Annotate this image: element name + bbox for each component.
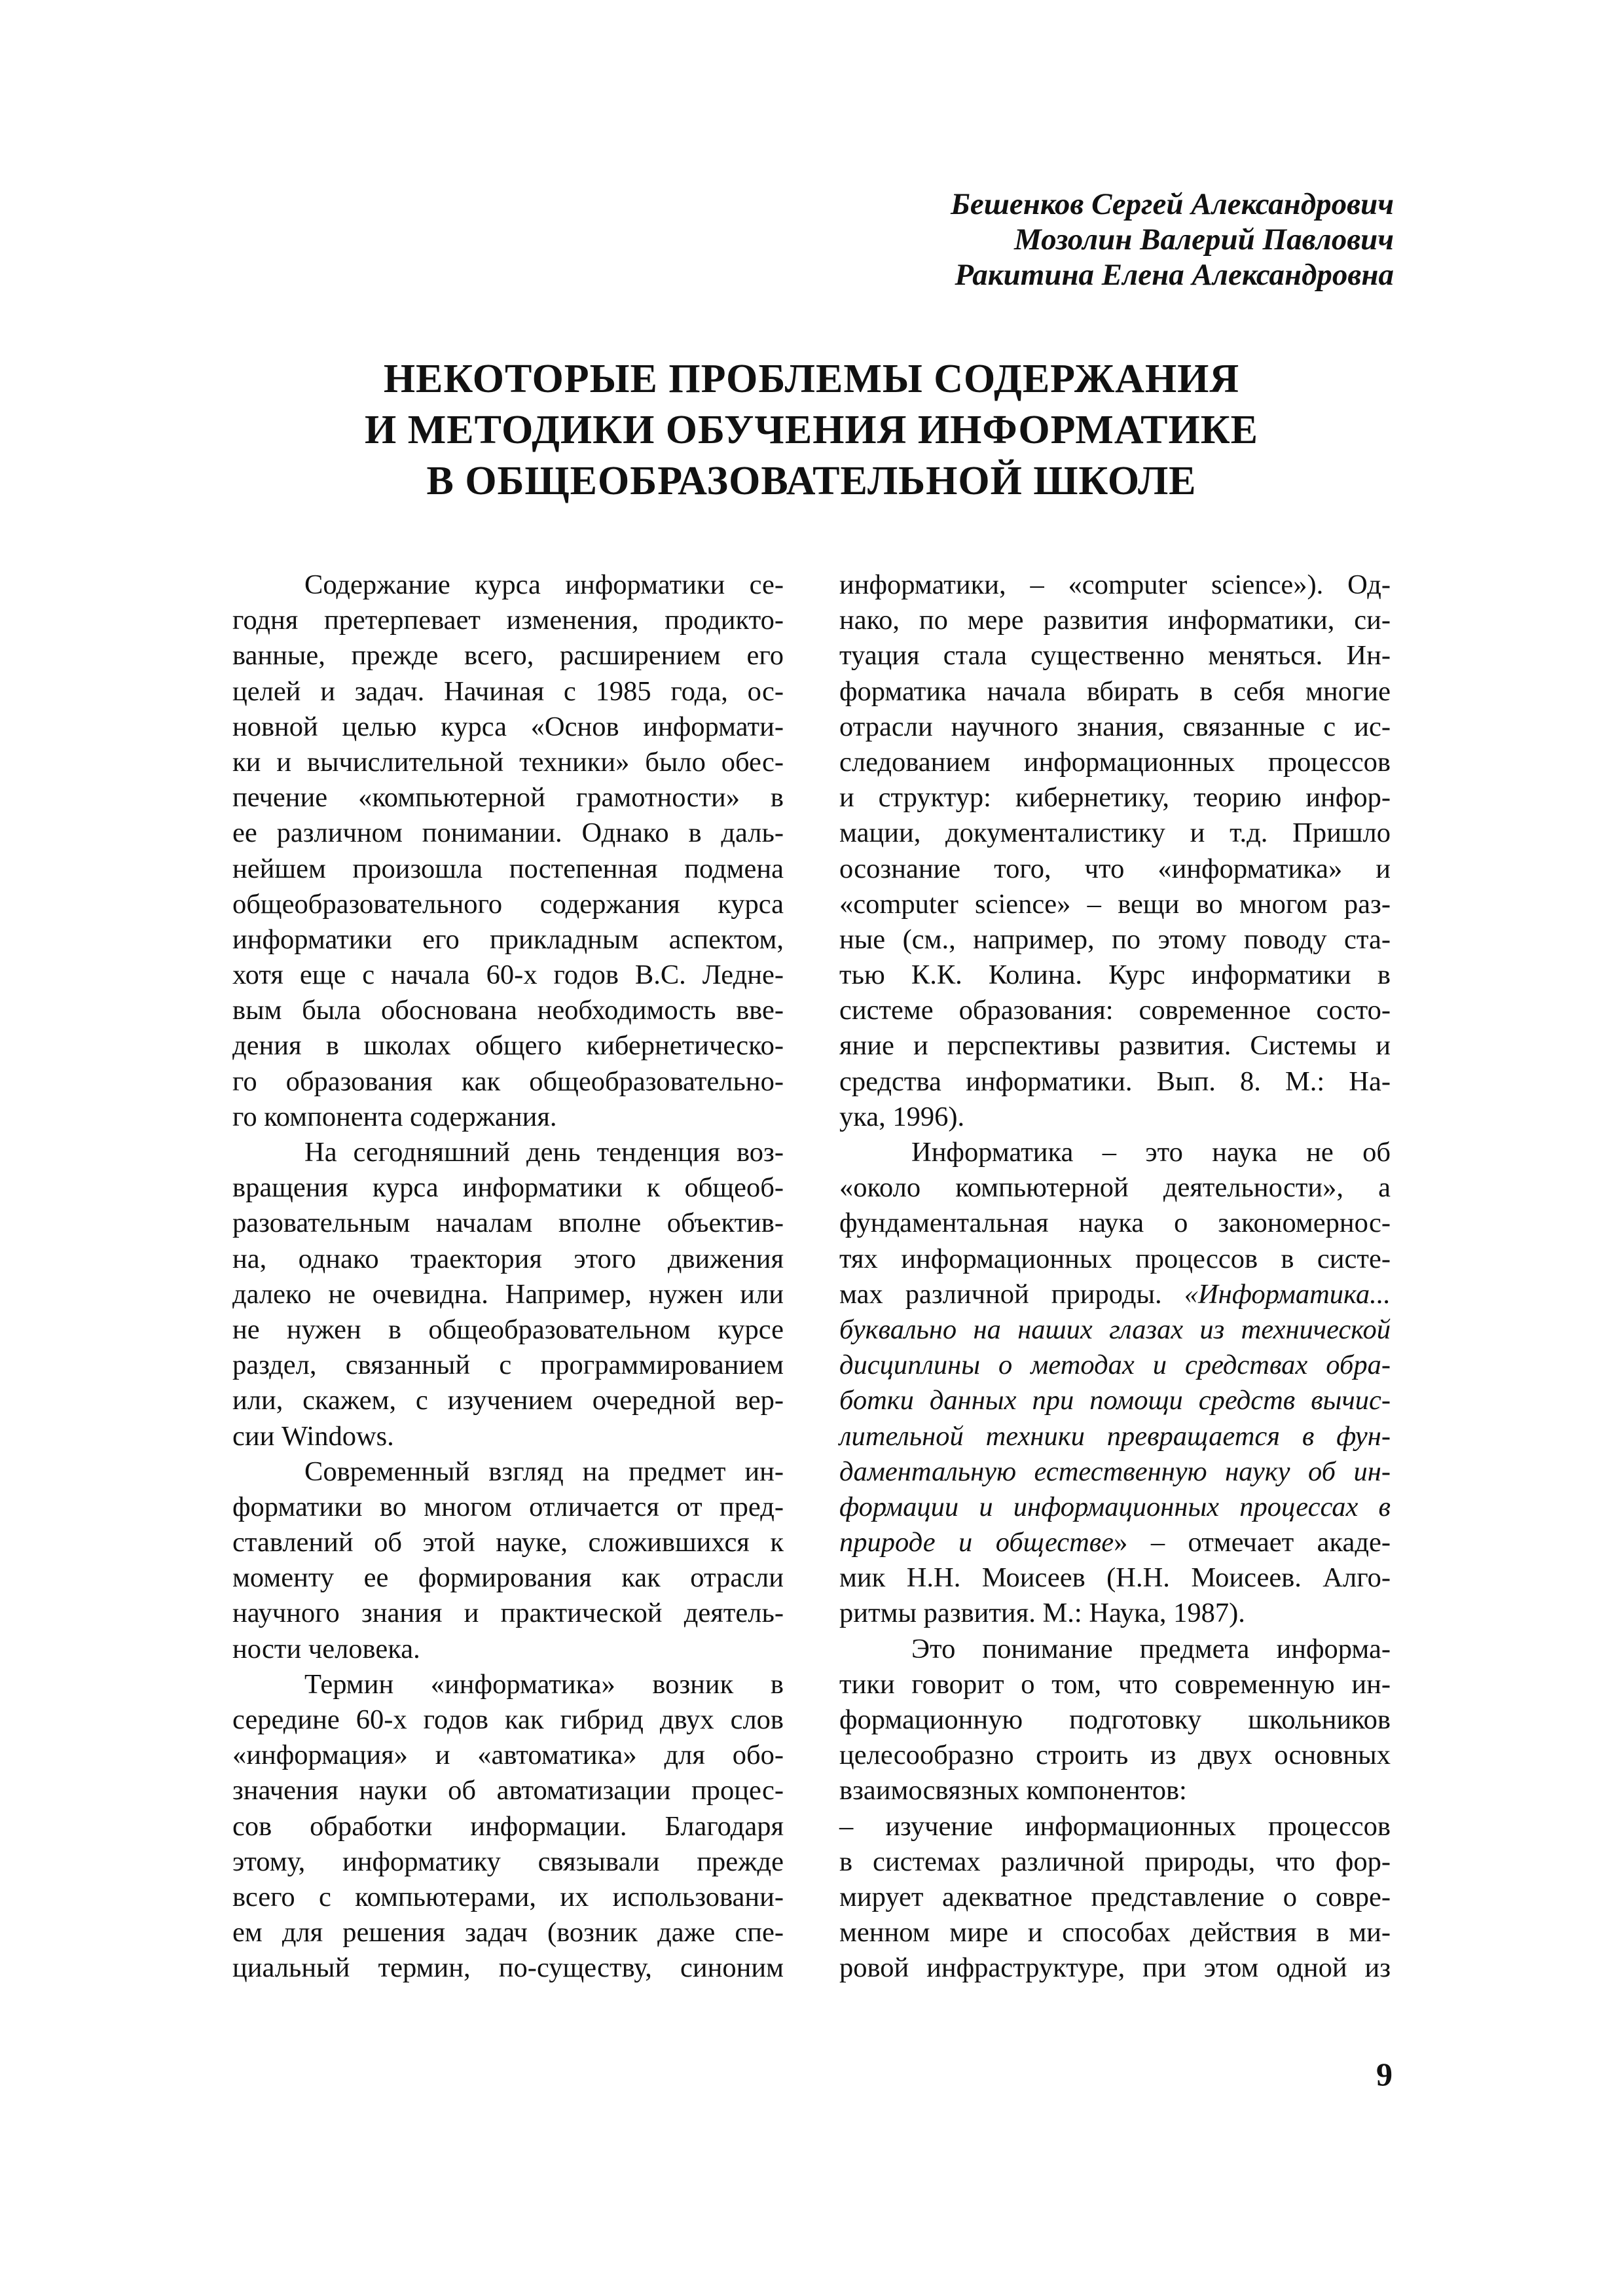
text-line: менном мире и способах действия в ми- (839, 1917, 1391, 1948)
text-line: разовательным началам вполне объектив- (232, 1208, 784, 1239)
text-line: «информация» и «автоматика» для обо- (232, 1740, 784, 1771)
text-line: Содержание курса информатики се- (304, 569, 784, 600)
text-line: дения в школах общего кибернетическо- (232, 1030, 784, 1062)
text-line: Это понимание предмета информа- (911, 1633, 1391, 1664)
text-line: туация стала существенно меняться. Ин- (839, 640, 1391, 672)
text-line: «computer science» – вещи во многом раз- (839, 888, 1391, 920)
text-line: Современный взгляд на предмет ин- (304, 1456, 784, 1487)
text-line: средства информатики. Вып. 8. М.: На- (839, 1066, 1391, 1097)
text-line: ставлений об этой науке, сложившихся к (232, 1527, 784, 1558)
text-line: вращения курса информатики к общеоб- (232, 1172, 784, 1204)
text-line: мации, документалистику и т.д. Пришло (839, 817, 1391, 849)
text-line: ботки данных при помощи средств вычис- (839, 1385, 1391, 1416)
text-line: не нужен в общеобразовательном курсе (232, 1314, 784, 1345)
text-line: формации и информационных процессах в (839, 1491, 1391, 1522)
text-line: тью К.К. Колина. Курс информатики в (839, 960, 1391, 991)
text-line: осознание того, что «информатика» и (839, 853, 1391, 884)
text-line: моменту ее формирования как отрасли (232, 1562, 784, 1594)
text-line: сии Windows. (232, 1420, 394, 1452)
text-line: сов обработки информации. Благодаря (232, 1810, 784, 1842)
text-line: форматики во многом отличается от пред- (232, 1491, 784, 1522)
text-line: формационную подготовку школьников (839, 1704, 1391, 1735)
author-name: Мозолин Валерий Павлович (1014, 223, 1394, 257)
right-column (839, 567, 1391, 1986)
authors-block (951, 187, 1394, 293)
text-line: На сегодняшний день тенденция воз- (304, 1137, 784, 1168)
text-line: мах различной природы. «Информатика... (839, 1278, 1391, 1310)
text-line: информатики его прикладным аспектом, (232, 924, 784, 955)
text-line: го компонента содержания. (232, 1101, 557, 1132)
author-name: Ракитина Елена Александровна (955, 258, 1394, 292)
text-line: середине 60-х годов как гибрид двух слов (232, 1704, 784, 1735)
text-line: го образования как общеобразовательно- (232, 1066, 784, 1097)
title-line: НЕКОТОРЫЕ ПРОБЛЕМЫ СОДЕРЖАНИЯ (383, 357, 1240, 401)
text-line: целей и задач. Начиная с 1985 года, ос- (232, 675, 784, 707)
text-line: нейшем произошла постепенная подмена (232, 853, 784, 884)
text-line: системе образования: современное состо- (839, 995, 1391, 1026)
text-line: форматика начала вбирать в себя многие (839, 675, 1391, 707)
text-line: даментальную естественную науку об ин- (839, 1456, 1391, 1487)
text-line: Информатика – это наука не об (911, 1137, 1391, 1168)
text-line: – изучение информационных процессов (839, 1810, 1391, 1842)
text-line: вым была обоснована необходимость вве- (232, 995, 784, 1026)
text-line: дисциплины о методах и средствах обра- (839, 1350, 1391, 1381)
text-line: взаимосвязных компонентов: (839, 1775, 1187, 1806)
text-line: мирует адекватное представление о совре- (839, 1881, 1391, 1912)
text-line: раздел, связанный с программированием (232, 1350, 784, 1381)
left-column (232, 567, 784, 1986)
text-line: «около компьютерной деятельности», а (839, 1172, 1391, 1204)
text-line: или, скажем, с изучением очередной вер- (232, 1385, 784, 1416)
text-line: яние и перспективы развития. Системы и (839, 1030, 1391, 1062)
text-line: лительной техники превращается в фун- (839, 1420, 1391, 1452)
text-line: информатики, – «computer science»). Од- (839, 569, 1391, 600)
text-line: циальный термин, по-существу, синоним (232, 1952, 784, 1984)
text-line: мик Н.Н. Моисеев (Н.Н. Моисеев. Алго- (839, 1562, 1391, 1594)
text-line: тики говорит о том, что современную ин- (839, 1668, 1391, 1700)
text-line: ные (см., например, по этому поводу ста- (839, 924, 1391, 955)
text-line: всего с компьютерами, их использовани- (232, 1881, 784, 1912)
text-line: годня претерпевает изменения, продикто- (232, 605, 784, 636)
text-line: буквально на наших глазах из технической (839, 1314, 1391, 1345)
page-number: 9 (1376, 2056, 1393, 2092)
text-line: ровой инфраструктуре, при этом одной из (839, 1952, 1391, 1984)
text-line: ки и вычислительной техники» было обес- (232, 746, 784, 778)
text-line: ука, 1996). (839, 1101, 965, 1132)
text-line: ритмы развития. М.: Наука, 1987). (839, 1598, 1245, 1629)
text-line: хотя еще с начала 60-х годов В.С. Ледне- (232, 960, 784, 991)
text-line: ности человека. (232, 1633, 420, 1664)
text-line: общеобразовательного содержания курса (232, 888, 784, 920)
text-line: далеко не очевидна. Например, нужен или (232, 1278, 784, 1310)
text-line: тях информационных процессов в систе- (839, 1243, 1391, 1274)
article-title (0, 353, 1623, 507)
title-line: В ОБЩЕОБРАЗОВАТЕЛЬНОЙ ШКОЛЕ (426, 459, 1197, 503)
text-line: в системах различной природы, что фор- (839, 1846, 1391, 1877)
text-line: ем для решения задач (возник даже спе- (232, 1917, 784, 1948)
text-line: природе и обществе» – отмечает акаде- (839, 1527, 1391, 1558)
text-line: следованием информационных процессов (839, 746, 1391, 778)
text-line: нако, по мере развития информатики, си- (839, 605, 1391, 636)
text-line: значения науки об автоматизации процес- (232, 1775, 784, 1806)
text-line: отрасли научного знания, связанные с ис- (839, 711, 1391, 742)
text-line: научного знания и практической деятель- (232, 1598, 784, 1629)
text-line: новной целью курса «Основ информати- (232, 711, 784, 742)
text-line: ванные, прежде всего, расширением его (232, 640, 784, 672)
text-line: ее различном понимании. Однако в даль- (232, 817, 784, 849)
text-line: этому, информатику связывали прежде (232, 1846, 784, 1877)
title-line: И МЕТОДИКИ ОБУЧЕНИЯ ИНФОРМАТИКЕ (364, 408, 1259, 452)
text-line: на, однако траектория этого движения (232, 1243, 784, 1274)
text-line: печение «компьютерной грамотности» в (232, 782, 784, 814)
text-line: фундаментальная наука о закономернос- (839, 1208, 1391, 1239)
text-line: целесообразно строить из двух основных (839, 1740, 1391, 1771)
text-line: и структур: кибернетику, теорию инфор- (839, 782, 1391, 814)
text-line: Термин «информатика» возник в (304, 1668, 784, 1700)
author-name: Бешенков Сергей Александрович (951, 187, 1394, 221)
